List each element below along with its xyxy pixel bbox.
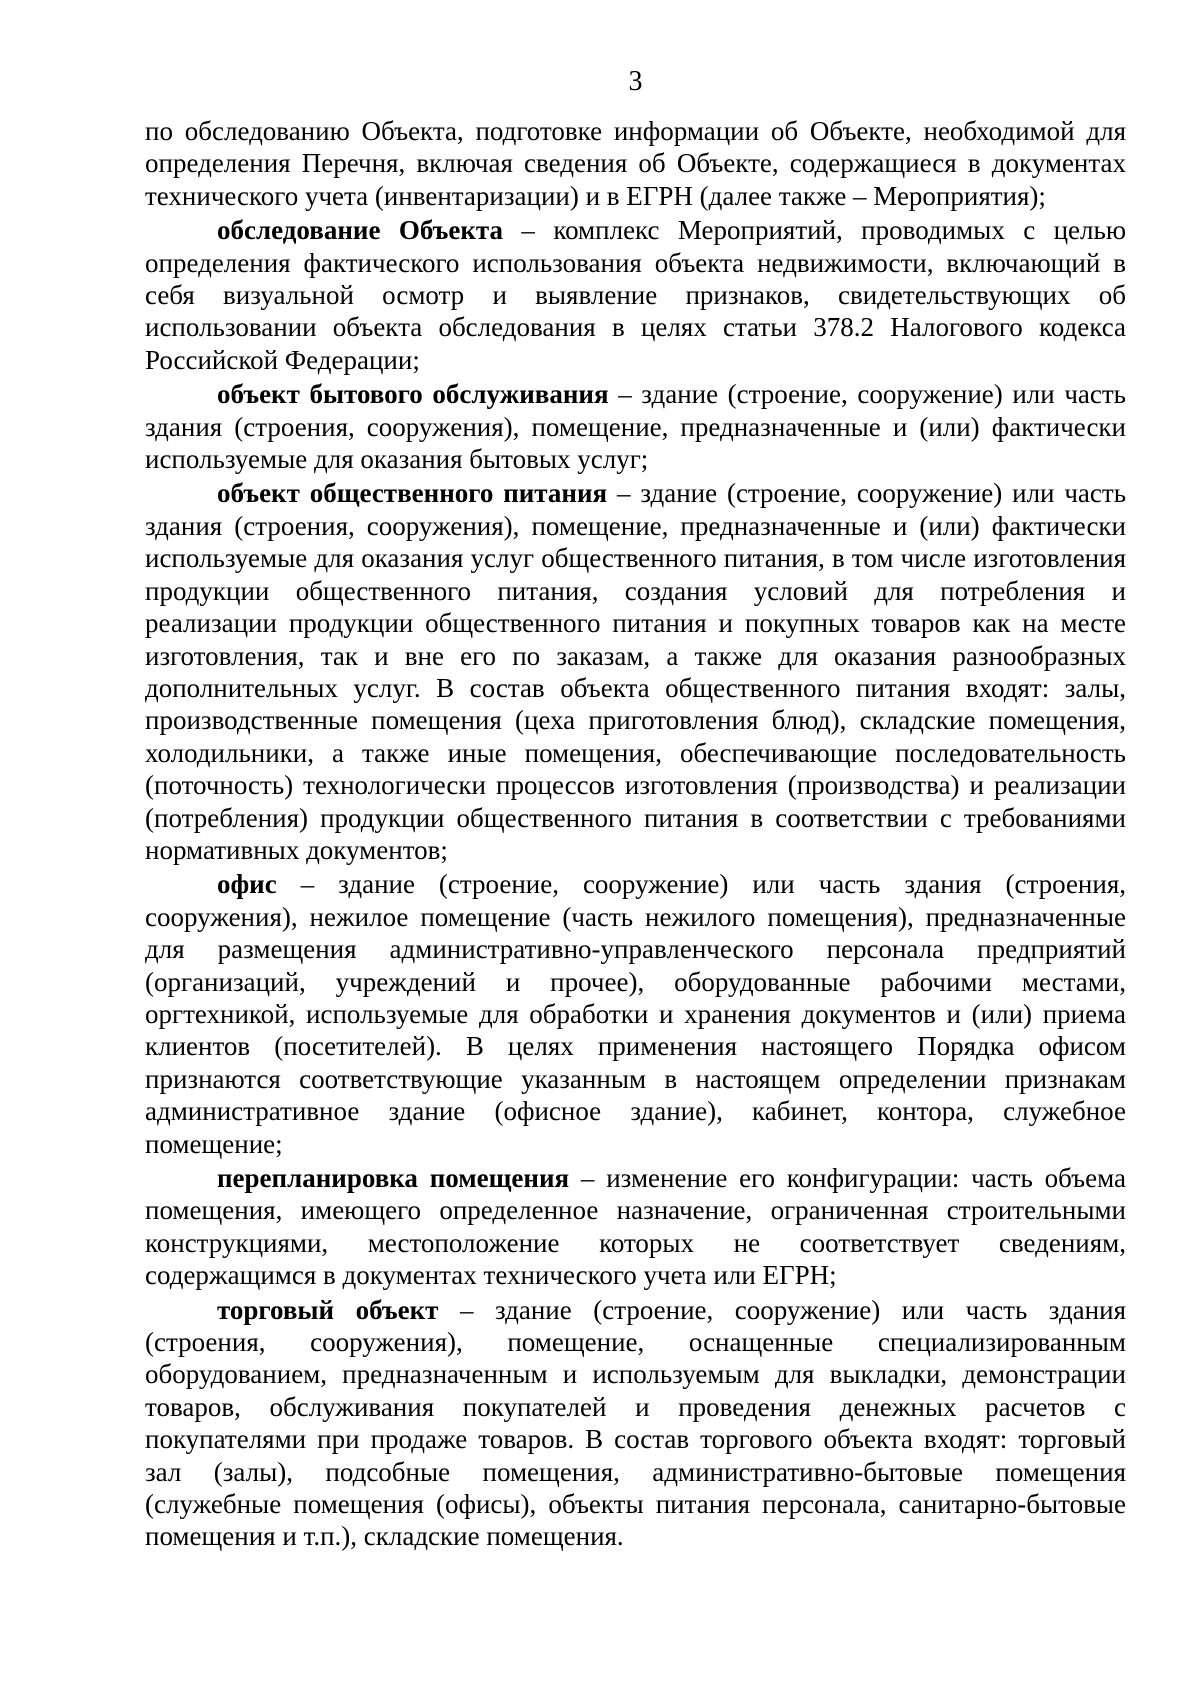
definition-term: объект общественного питания bbox=[217, 478, 608, 509]
page-number: 3 bbox=[628, 66, 643, 97]
definition-text: – здание (строение, сооружение) или часть здания (строения, сооружения), помещение, предназначенные и (или) фактически используемые для оказания услуг общественного питания, в том числе изготовления продукции общественного питания, создания условий для потребления и реализации продукции общественного питания и покупных товаров как на месте изготовления, так и вне его по заказам, а также для оказания разнообразных дополнительных услуг. В состав объекта общественного питания входят: залы, производственные помещения (цеха приготовления блюд), складские помещения, холодильники, а также иные помещения, обеспечивающие последовательность (поточность) технологически процессов изготовления (производства) и реализации (потребления) продукции общественного питания в соответствии с требованиями нормативных документов; bbox=[145, 478, 1127, 865]
definition-term: офис bbox=[217, 869, 277, 900]
document-body bbox=[145, 115, 1126, 1555]
paragraph-continuation bbox=[145, 115, 1126, 212]
definition-text: – здание (строение, сооружение) или часть здания (строения, сооружения), помещение, предназначенные и (или) фактически используемые для оказания бытовых услуг; bbox=[145, 379, 1126, 475]
definition-obekt-obshchestvennogo-pitaniya bbox=[145, 477, 1126, 866]
definition-torgovyi-obekt bbox=[145, 1294, 1126, 1553]
definition-text: – здание (строение, сооружение) или часть здания (строения, сооружения), нежилое помещение (часть нежилого помещения), предназначенные для размещения административно-управленческого персонала предприятий (организаций, учреждений и прочее), оборудованные рабочими местами, оргтехникой, используемые для обработки и хранения документов и (или) приема клиентов (посетителей). В целях применения настоящего Порядка офисом признаются соответствующие указанным в настоящем определении признакам административное здание (офисное здание), кабинет, контора, служебное помещение; bbox=[145, 869, 1126, 1159]
definition-term: обследование Объекта bbox=[217, 215, 504, 246]
definition-text: – изменение его конфигурации: часть объема помещения, имеющего определенное назначение, ограниченная строительными конструкциями, местоположение которых не соответствует сведениям, содержащимся в документах технического учета или ЕГРН; bbox=[145, 1163, 1126, 1291]
definition-ofis bbox=[145, 868, 1126, 1160]
definition-term: перепланировка помещения bbox=[217, 1163, 570, 1193]
definition-term: объект бытового обслуживания bbox=[217, 379, 609, 410]
definition-pereplanirovka-pomeshcheniya bbox=[145, 1162, 1126, 1292]
definition-obekt-bytovogo-obsluzhivaniya bbox=[145, 378, 1126, 475]
paragraph-text: по обследованию Объекта, подготовке информации об Объекте, необходимой для определения Перечня, включая сведения об Объекте, содержащиеся в документах технического учета (инвентаризации) и в ЕГРН (далее также – Мероприятия); bbox=[145, 116, 1126, 211]
definition-term: торговый объект bbox=[217, 1294, 439, 1325]
definition-text: – здание (строение, сооружение) или часть здания (строения, сооружения), помещение, оснащенные специализированным оборудованием, предназначенным и используемым для выкладки, демонстрации товаров, обслуживания покупателей и проведения денежных расчетов с покупателями при продаже товаров. В состав торгового объекта входят: торговый зал (залы), подсобные помещения, административно-бытовые помещения (служебные помещения (офисы), объекты питания персонала, санитарно-бытовые помещения и т.п.), складские помещения. bbox=[145, 1294, 1126, 1552]
definition-obsledovanie-obekta bbox=[145, 214, 1126, 376]
definition-text: – комплекс Мероприятий, проводимых с целью определения фактического использования объекта недвижимости, включающий в себя визуальной осмотр и выявление признаков, свидетельствующих об использовании объекта обследования в целях статьи 378.2 Налогового кодекса Российской Федерации; bbox=[145, 215, 1126, 375]
